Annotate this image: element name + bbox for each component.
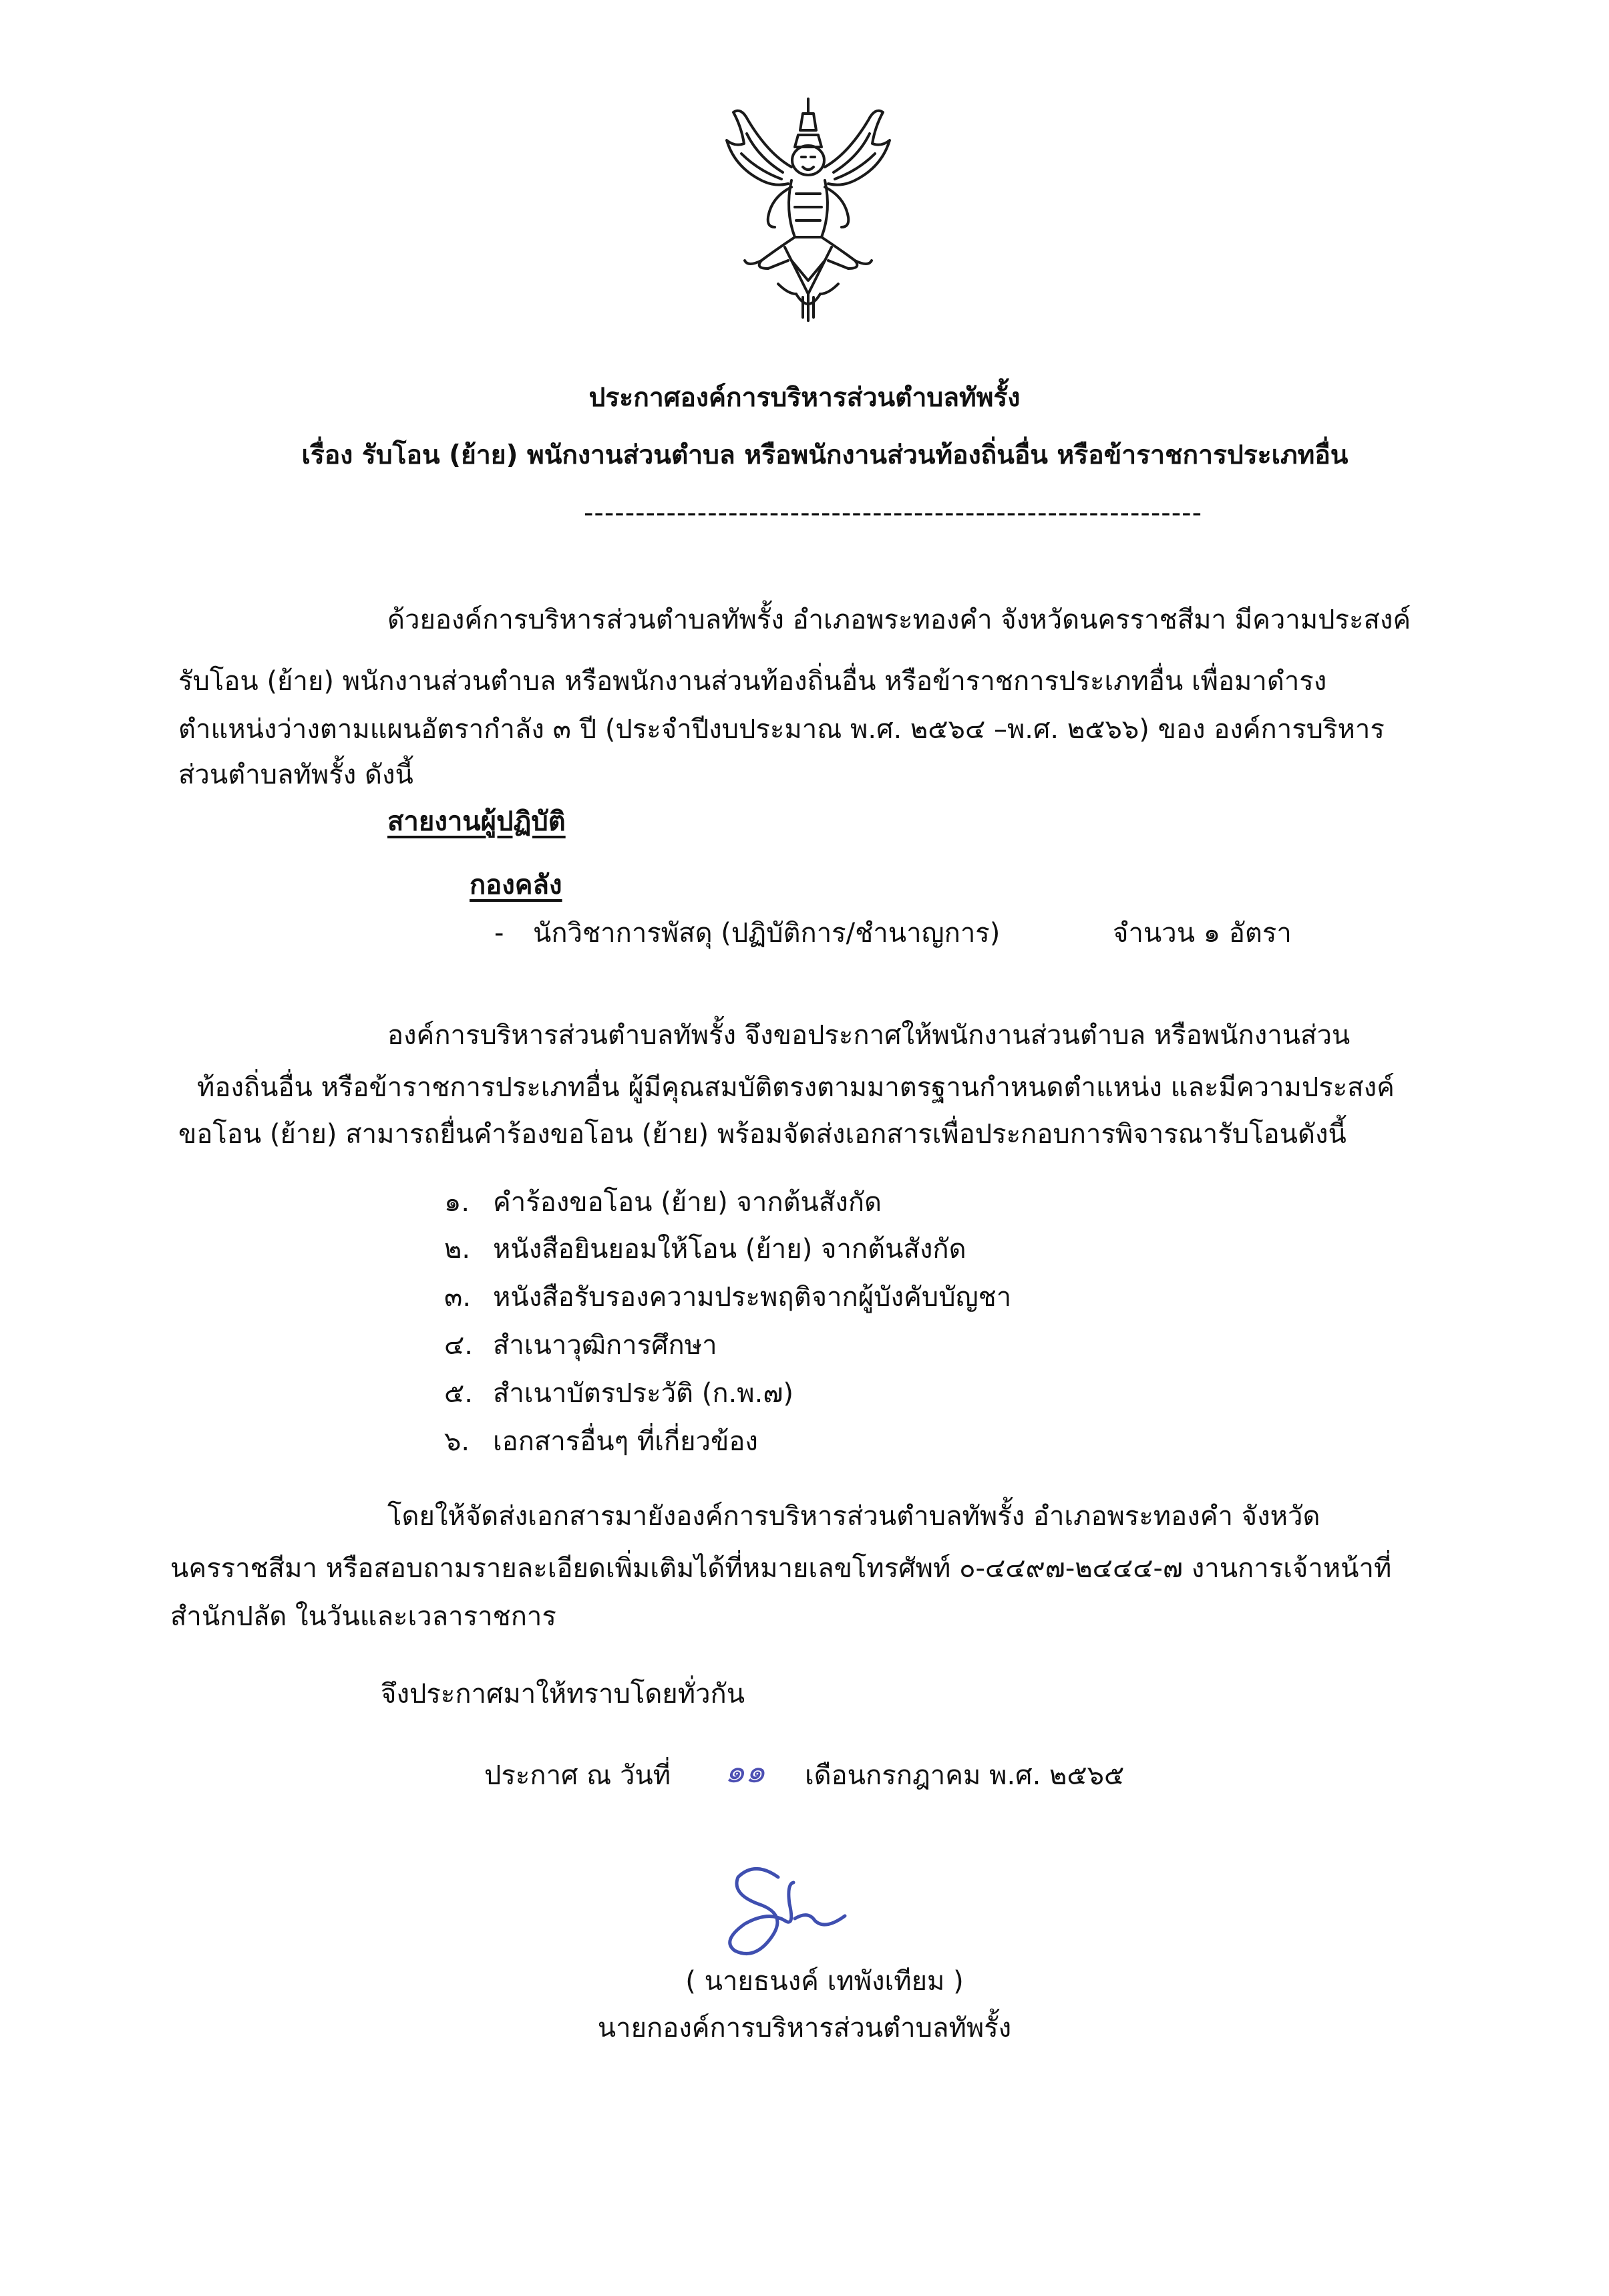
intro-line-1: ด้วยองค์การบริหารส่วนตำบลทัพรั้ง อำเภอพระทองคำ จังหวัดนครราชสีมา มีความประสงค์: [387, 605, 1411, 635]
document-item-4: สำเนาวุฒิการศึกษา: [493, 1330, 717, 1361]
document-num-3: ๓.: [444, 1282, 472, 1313]
document-num-2: ๒.: [444, 1234, 471, 1265]
intro-line-2: รับโอน (ย้าย) พนักงานส่วนตำบล หรือพนักงานส่วนท้องถิ่นอื่น หรือข้าราชการประเภทอื่น เพื่อมาดำรง: [178, 666, 1327, 697]
date-day-handwritten: ๑๑: [725, 1753, 765, 1790]
section-heading-division: กองคลัง: [470, 870, 562, 900]
signature-mark: [708, 1857, 855, 1971]
document-item-6: เอกสารอื่นๆ ที่เกี่ยวข้อง: [493, 1426, 758, 1457]
date-suffix: เดือนกรกฎาคม พ.ศ. ๒๕๖๕: [805, 1760, 1125, 1791]
signatory-name: ( นายธนงค์ เทพังเทียม ): [685, 1966, 964, 1997]
document-num-6: ๖.: [444, 1426, 470, 1457]
document-num-1: ๑.: [444, 1187, 470, 1218]
intro-line-3: ตำแหน่งว่างตามแผนอัตรากำลัง ๓ ปี (ประจำปีงบประมาณ พ.ศ. ๒๕๖๔ –พ.ศ. ๒๕๖๖) ของ องค์การบริหาร: [178, 714, 1385, 745]
document-item-3: หนังสือรับรองความประพฤติจากผู้บังคับบัญชา: [493, 1282, 1012, 1313]
position-quantity: จำนวน ๑ อัตรา: [1113, 918, 1292, 949]
position-bullet: -: [494, 918, 504, 949]
header-divider: ------------------------------------------------------------: [584, 498, 1203, 528]
garuda-emblem-icon: [721, 94, 895, 327]
notice-line-1: องค์การบริหารส่วนตำบลทัพรั้ง จึงขอประกาศให้พนักงานส่วนตำบล หรือพนักงานส่วน: [387, 1020, 1351, 1051]
announcement-title: ประกาศองค์การบริหารส่วนตำบลทัพรั้ง: [588, 383, 1021, 413]
closing-statement: จึงประกาศมาให้ทราบโดยทั่วกัน: [381, 1679, 745, 1709]
submission-line-3: สำนักปลัด ในวันและเวลาราชการ: [170, 1601, 556, 1632]
notice-line-3: ขอโอน (ย้าย) สามารถยื่นคำร้องขอโอน (ย้าย) พร้อมจัดส่งเอกสารเพื่อประกอบการพิจารณารับโอนดังนี้: [178, 1119, 1347, 1150]
document-num-5: ๕.: [444, 1378, 473, 1409]
document-item-1: คำร้องขอโอน (ย้าย) จากต้นสังกัด: [493, 1187, 882, 1218]
date-prefix: ประกาศ ณ วันที่: [484, 1760, 671, 1791]
document-item-2: หนังสือยินยอมให้โอน (ย้าย) จากต้นสังกัด: [493, 1234, 966, 1265]
section-heading-line: สายงานผู้ปฏิบัติ: [387, 806, 566, 837]
submission-line-1: โดยให้จัดส่งเอกสารมายังองค์การบริหารส่วนตำบลทัพรั้ง อำเภอพระทองคำ จังหวัด: [387, 1501, 1320, 1532]
submission-line-2: นครราชสีมา หรือสอบถามรายละเอียดเพิ่มเติมได้ที่หมายเลขโทรศัพท์ ๐-๔๔๙๗-๒๔๔๔-๗ งานการเจ้าหน้าที่: [170, 1553, 1392, 1584]
announcement-subject: เรื่อง รับโอน (ย้าย) พนักงานส่วนตำบล หรือพนักงานส่วนท้องถิ่นอื่น หรือข้าราชการประเภทอื่น: [301, 440, 1349, 470]
document-item-5: สำเนาบัตรประวัติ (ก.พ.๗): [493, 1378, 794, 1409]
intro-line-4: ส่วนตำบลทัพรั้ง ดังนี้: [178, 760, 413, 790]
notice-line-2: ท้องถิ่นอื่น หรือข้าราชการประเภทอื่น ผู้มีคุณสมบัติตรงตามมาตรฐานกำหนดตำแหน่ง และมีความประสงค์: [197, 1072, 1395, 1103]
document-num-4: ๔.: [444, 1330, 473, 1361]
signatory-title: นายกองค์การบริหารส่วนตำบลทัพรั้ง: [597, 2013, 1012, 2043]
position-name: นักวิชาการพัสดุ (ปฏิบัติการ/ชำนาญการ): [533, 918, 1001, 949]
